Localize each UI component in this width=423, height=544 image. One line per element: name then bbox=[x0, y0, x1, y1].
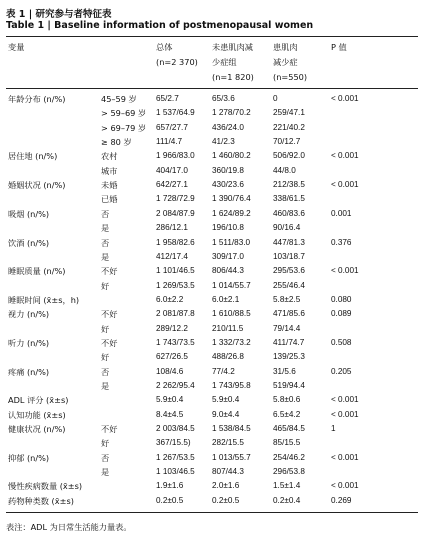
table-cell: 404/17.0 bbox=[156, 165, 188, 175]
row-category-label: > 69–79 岁 bbox=[101, 122, 147, 133]
row-variable-label: 慢性疾病数量 (x̄±s) bbox=[8, 481, 83, 492]
table-cell: 85/15.5 bbox=[273, 438, 301, 448]
top-rule bbox=[6, 36, 418, 37]
header-col-2-line-0: 总体 bbox=[156, 42, 173, 52]
table-cell: 31/5.6 bbox=[273, 366, 296, 376]
table-cell: 0.080 bbox=[331, 294, 352, 304]
table-cell: 430/23.6 bbox=[212, 180, 244, 190]
table-cell: 65/3.6 bbox=[212, 94, 235, 103]
table-cell: 282/15.5 bbox=[212, 438, 244, 448]
table-cell: 1 278/70.2 bbox=[212, 108, 251, 118]
table-cell: 0.508 bbox=[331, 337, 352, 347]
table-cell: 519/94.4 bbox=[273, 381, 305, 390]
table-cell: 506/92.0 bbox=[273, 151, 305, 161]
table-cell: 295/53.6 bbox=[273, 266, 305, 276]
row-category-label: 否 bbox=[101, 237, 110, 248]
table-cell: 1 610/88.5 bbox=[212, 309, 251, 319]
row-variable-label: 听力 (n/%) bbox=[8, 337, 50, 348]
table-cell: 0.089 bbox=[331, 309, 352, 319]
table-cell: 210/11.5 bbox=[212, 323, 244, 333]
row-variable-label: 视力 (n/%) bbox=[8, 309, 50, 320]
row-variable-label: 吸烟 (n/%) bbox=[8, 208, 50, 219]
table-cell: 44/8.0 bbox=[273, 165, 296, 175]
table-cell: 255/46.4 bbox=[273, 280, 305, 290]
table-cell: 1 743/95.8 bbox=[212, 381, 251, 390]
table-cell: 41/2.3 bbox=[212, 137, 235, 147]
row-variable-label: 饮酒 (n/%) bbox=[8, 237, 50, 248]
row-category-label: 是 bbox=[101, 223, 110, 234]
row-variable-label: 健康状况 (n/%) bbox=[8, 424, 66, 435]
table-cell: 807/44.3 bbox=[212, 467, 244, 477]
table-cell: 411/74.7 bbox=[273, 337, 305, 347]
table-cell: 1 966/83.0 bbox=[156, 151, 195, 161]
row-category-label: 好 bbox=[101, 438, 110, 449]
table-cell: < 0.001 bbox=[331, 409, 359, 419]
table-cell: 212/38.5 bbox=[273, 180, 305, 190]
table-cell: 0.2±0.5 bbox=[212, 495, 240, 505]
table-cell: 1 013/55.7 bbox=[212, 452, 251, 462]
table-cell: 1 958/82.6 bbox=[156, 237, 195, 247]
table-cell: 2 262/95.4 bbox=[156, 381, 195, 390]
row-category-label: 否 bbox=[101, 208, 110, 219]
table-cell: 6.5±4.2 bbox=[273, 409, 301, 419]
table-cell: 0.2±0.4 bbox=[273, 495, 301, 505]
table-cell: 1 269/53.5 bbox=[156, 280, 195, 290]
row-category-label: 45–59 岁 bbox=[101, 94, 137, 104]
row-category-label: 否 bbox=[101, 366, 110, 377]
table-cell: 2 084/87.9 bbox=[156, 208, 195, 218]
table-cell: 296/53.8 bbox=[273, 467, 305, 477]
header-col-2-line-1: (n=2 370) bbox=[156, 57, 198, 67]
header-col-0-line-0: 变量 bbox=[8, 42, 25, 52]
row-category-label: 已婚 bbox=[101, 194, 118, 205]
row-variable-label: 年龄分布 (n/%) bbox=[8, 94, 66, 104]
table-cell: 221/40.2 bbox=[273, 122, 305, 132]
table-cell: 0.376 bbox=[331, 237, 352, 247]
table-caption-en: Table 1 | Baseline information of postmenopausal women bbox=[6, 20, 314, 31]
table-cell: 1 460/80.2 bbox=[212, 151, 251, 161]
table-cell: 1 511/83.0 bbox=[212, 237, 251, 247]
table-cell: < 0.001 bbox=[331, 180, 359, 190]
header-col-5-line-0: P 值 bbox=[331, 42, 347, 52]
table-cell: 642/27.1 bbox=[156, 180, 188, 190]
table-cell: 471/85.6 bbox=[273, 309, 305, 319]
table-cell: 0 bbox=[273, 94, 278, 103]
row-variable-label: 睡眠时间 (x̄±s，h) bbox=[8, 294, 80, 305]
row-variable-label: 睡眠质量 (n/%) bbox=[8, 266, 66, 277]
table-cell: 1 728/72.9 bbox=[156, 194, 195, 204]
table-cell: 6.0±2.2 bbox=[156, 294, 184, 304]
table-cell: 1 743/73.5 bbox=[156, 337, 195, 347]
table-cell: 360/19.8 bbox=[212, 165, 244, 175]
table-cell: 412/17.4 bbox=[156, 251, 188, 261]
table-cell: 9.0±4.4 bbox=[212, 409, 240, 419]
row-category-label: 好 bbox=[101, 352, 110, 363]
table-cell: 5.9±0.4 bbox=[156, 395, 184, 405]
bottom-rule bbox=[6, 512, 418, 513]
table-cell: 1 390/76.4 bbox=[212, 194, 251, 204]
table-cell: 367/15.5) bbox=[156, 438, 191, 448]
row-category-label: 是 bbox=[101, 251, 110, 262]
table-cell: 1.5±1.4 bbox=[273, 481, 301, 491]
table-cell: 70/12.7 bbox=[273, 137, 301, 147]
table-cell: < 0.001 bbox=[331, 481, 359, 491]
table-cell: 6.0±2.1 bbox=[212, 294, 240, 304]
header-col-4-line-1: 减少症 bbox=[273, 57, 298, 67]
row-category-label: 不好 bbox=[101, 424, 118, 435]
table-cell: 447/81.3 bbox=[273, 237, 305, 247]
table-cell: 1 014/55.7 bbox=[212, 280, 251, 290]
table-cell: 139/25.3 bbox=[273, 352, 305, 362]
table-cell: 2 081/87.8 bbox=[156, 309, 195, 319]
table-cell: 806/44.3 bbox=[212, 266, 244, 276]
header-col-4-line-2: (n=550) bbox=[273, 72, 308, 82]
table-cell: 286/12.1 bbox=[156, 223, 188, 233]
row-category-label: 不好 bbox=[101, 309, 118, 320]
table-cell: 1.9±1.6 bbox=[156, 481, 184, 491]
table-cell: 657/27.7 bbox=[156, 122, 188, 132]
table-cell: 5.8±2.5 bbox=[273, 294, 301, 304]
row-variable-label: 疼痛 (n/%) bbox=[8, 366, 50, 377]
table-cell: 1 103/46.5 bbox=[156, 467, 195, 477]
row-category-label: 农村 bbox=[101, 151, 118, 162]
table-cell: 259/47.1 bbox=[273, 108, 305, 118]
table-cell: 1 267/53.5 bbox=[156, 452, 195, 462]
header-col-3-line-2: (n=1 820) bbox=[212, 72, 254, 82]
table-cell: 111/4.7 bbox=[156, 137, 183, 147]
table-cell: 1 332/73.2 bbox=[212, 337, 251, 347]
table-cell: 65/2.7 bbox=[156, 94, 179, 103]
row-category-label: 不好 bbox=[101, 337, 118, 348]
table-cell: 1 537/64.9 bbox=[156, 108, 195, 118]
table-cell: 488/26.8 bbox=[212, 352, 244, 362]
table-cell: 0.205 bbox=[331, 366, 352, 376]
header-col-3-line-1: 少症组 bbox=[212, 57, 237, 67]
table-cell: 0.269 bbox=[331, 495, 352, 505]
table-cell: 79/14.4 bbox=[273, 323, 301, 333]
row-category-label: 否 bbox=[101, 452, 110, 463]
table-cell: 627/26.5 bbox=[156, 352, 188, 362]
table-cell: 1 624/89.2 bbox=[212, 208, 251, 218]
table-cell: 0.2±0.5 bbox=[156, 495, 184, 505]
table-cell: 1 101/46.5 bbox=[156, 266, 195, 276]
header-col-4-line-0: 患肌肉 bbox=[273, 42, 298, 52]
row-variable-label: 认知功能 (x̄±s) bbox=[8, 409, 66, 420]
table-cell: 5.9±0.4 bbox=[212, 395, 240, 405]
table-cell: 90/16.4 bbox=[273, 223, 301, 233]
table-note: 表注：ADL 为日常生活能力量表。 bbox=[6, 522, 132, 532]
row-category-label: 好 bbox=[101, 280, 110, 291]
row-variable-label: ADL 评分 (x̄±s) bbox=[8, 395, 69, 406]
table-cell: 309/17.0 bbox=[212, 251, 244, 261]
row-variable-label: 居住地 (n/%) bbox=[8, 151, 58, 162]
header-col-3-line-0: 未患肌肉减 bbox=[212, 42, 253, 52]
table-cell: 254/46.2 bbox=[273, 452, 305, 462]
table-cell: 1 bbox=[331, 424, 336, 434]
row-category-label: 好 bbox=[101, 323, 110, 334]
row-category-label: 是 bbox=[101, 381, 110, 391]
table-cell: < 0.001 bbox=[331, 266, 359, 276]
table-cell: 108/4.6 bbox=[156, 366, 184, 376]
table-cell: < 0.001 bbox=[331, 94, 359, 103]
table-caption-cn: 表 1 | 研究参与者特征表 bbox=[6, 9, 112, 20]
table-cell: 1 538/84.5 bbox=[212, 424, 251, 434]
row-variable-label: 婚姻状况 (n/%) bbox=[8, 180, 66, 191]
row-category-label: 城市 bbox=[101, 165, 118, 176]
table-cell: 465/84.5 bbox=[273, 424, 305, 434]
table-cell: < 0.001 bbox=[331, 452, 359, 462]
table-cell: 196/10.8 bbox=[212, 223, 244, 233]
row-category-label: ≥ 80 岁 bbox=[101, 137, 132, 148]
table-cell: 2.0±1.6 bbox=[212, 481, 240, 491]
table-cell: 103/18.7 bbox=[273, 251, 305, 261]
row-category-label: 是 bbox=[101, 467, 110, 478]
table-cell: 8.4±4.5 bbox=[156, 409, 184, 419]
row-variable-label: 抑郁 (n/%) bbox=[8, 452, 50, 463]
table-cell: 436/24.0 bbox=[212, 122, 244, 132]
row-category-label: 未婚 bbox=[101, 180, 118, 191]
table-cell: 338/61.5 bbox=[273, 194, 305, 204]
table-cell: < 0.001 bbox=[331, 151, 359, 161]
header-rule bbox=[6, 88, 418, 89]
table-cell: 460/83.6 bbox=[273, 208, 305, 218]
table-cell: 0.001 bbox=[331, 208, 352, 218]
table-cell: 2 003/84.5 bbox=[156, 424, 195, 434]
row-category-label: > 59–69 岁 bbox=[101, 108, 147, 119]
table-cell: 289/12.2 bbox=[156, 323, 188, 333]
table-cell: 5.8±0.6 bbox=[273, 395, 301, 405]
row-category-label: 不好 bbox=[101, 266, 118, 277]
row-variable-label: 药物种类数 (x̄±s) bbox=[8, 495, 74, 506]
table-cell: < 0.001 bbox=[331, 395, 359, 405]
table-cell: 77/4.2 bbox=[212, 366, 235, 376]
